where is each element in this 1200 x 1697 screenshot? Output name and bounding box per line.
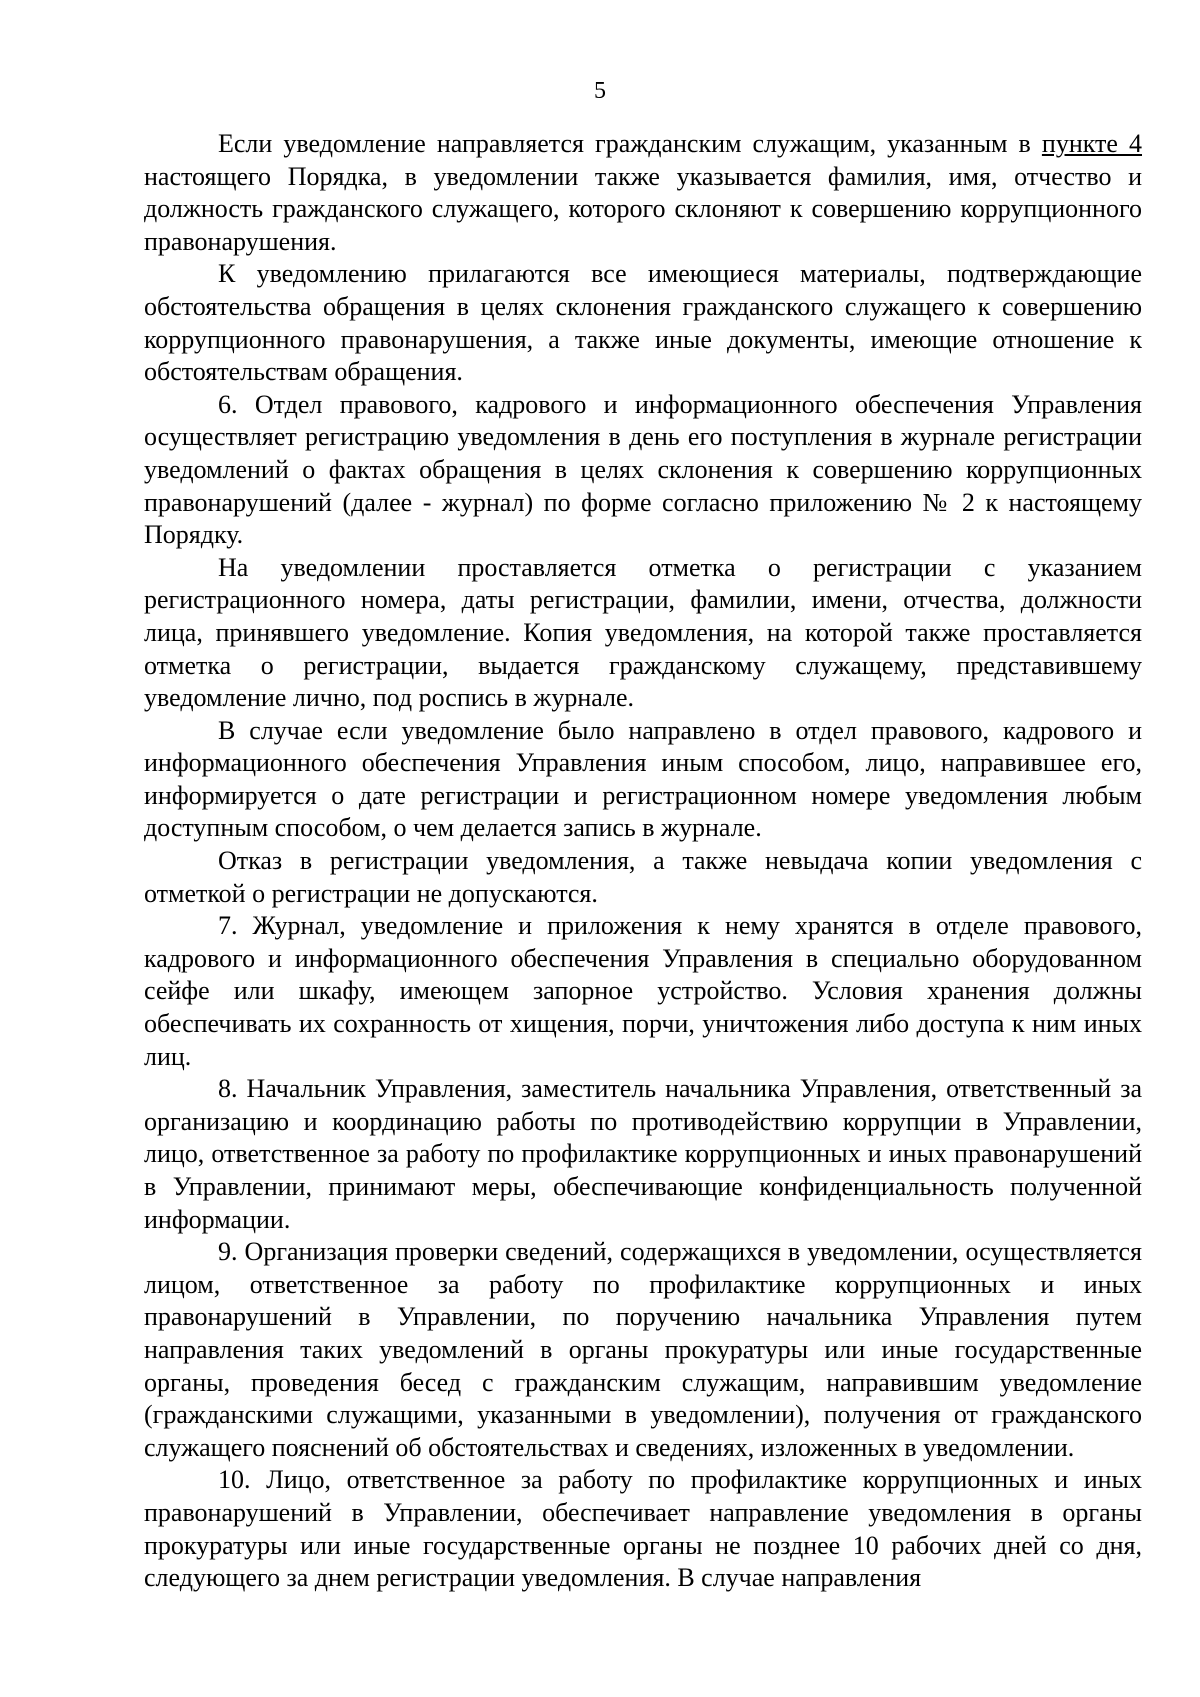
paragraph-clause-7: 7. Журнал, уведомление и приложения к нему хранятся в отделе правового, кадрового и информационного обеспечения Управления в специально оборудованном сейфе или шкафу, имеющем запорное устройство. Условия хранения должны обеспечивать их сохранность от хищения, порчи, уничтожения либо доступа к ним иных лиц. [144,911,1142,1071]
paragraph-clause-8: 8. Начальник Управления, заместитель начальника Управления, ответственный за организацию и координацию работы по противодействию коррупции в Управлении, лицо, ответственное за работу по профилактике коррупционных и иных правонарушений в Управлении, принимают меры, обеспечивающие конфиденциальность полученной информации. [144,1074,1142,1234]
paragraph-refusal: Отказ в регистрации уведомления, а также невыдача копии уведомления с отметкой о регистрации не допускаются. [144,846,1142,908]
page-number: 5 [594,78,606,104]
paragraph-text: настоящего Порядка, в уведомлении также указывается фамилия, имя, отчество и должность гражданского служащего, которого склоняют к совершению коррупционного правонарушения. [144,161,1142,256]
paragraph-clause-10: 10. Лицо, ответственное за работу по профилактике коррупционных и иных правонарушений в Управлении, обеспечивает направление уведомления в органы прокуратуры или иные государственные органы не позднее 10 рабочих дней со дня, следующего за днем регистрации уведомления. В случае направления [144,1465,1142,1593]
document-body [144,128,1142,1595]
paragraph-registration-mark: На уведомлении проставляется отметка о регистрации с указанием регистрационного номера, даты регистрации, фамилии, имени, отчества, должности лица, принявшего уведомление. Копия уведомления, на которой также проставляется отметка о регистрации, выдается гражданскому служащему, представившему уведомление лично, под роспись в журнале. [144,552,1142,713]
paragraph-clause-9: 9. Организация проверки сведений, содержащихся в уведомлении, осуществляется лицом, ответственное за работу по профилактике коррупционных и иных правонарушений в Управлении, по поручению начальника Управления путем направления таких уведомлений в органы прокуратуры или иные государственные органы, проведения бесед с гражданским служащим, направившим уведомление (гражданскими служащими, указанными в уведомлении), получения от гражданского служащего пояснений об обстоятельствах и сведениях, изложенных в уведомлении. [144,1237,1142,1462]
paragraph-notice-recipient [144,128,1142,258]
paragraph-other-delivery: В случае если уведомление было направлено в отдел правового, кадрового и информационного обеспечения Управления иным способом, лицо, направившее его, информируется о дате регистрации и регистрационном номере уведомления любым доступным способом, о чем делается запись в журнале. [144,715,1142,843]
clause-4-link[interactable]: пункте 4 [1041,129,1142,158]
paragraph-text: Если уведомление направляется гражданским служащим, указанным в [218,129,1042,158]
paragraph-clause-6: 6. Отдел правового, кадрового и информационного обеспечения Управления осуществляет регистрацию уведомления в день его поступления в журнале регистрации уведомлений о фактах обращения в целях склонения к совершению коррупционных правонарушений (далее - журнал) по форме согласно приложению № 2 к настоящему Порядку. [144,389,1142,550]
paragraph-attachments: К уведомлению прилагаются все имеющиеся материалы, подтверждающие обстоятельства обращения в целях склонения гражданского служащего к совершению коррупционного правонарушения, а также иные документы, имеющие отношение к обстоятельствам обращения. [144,259,1142,387]
